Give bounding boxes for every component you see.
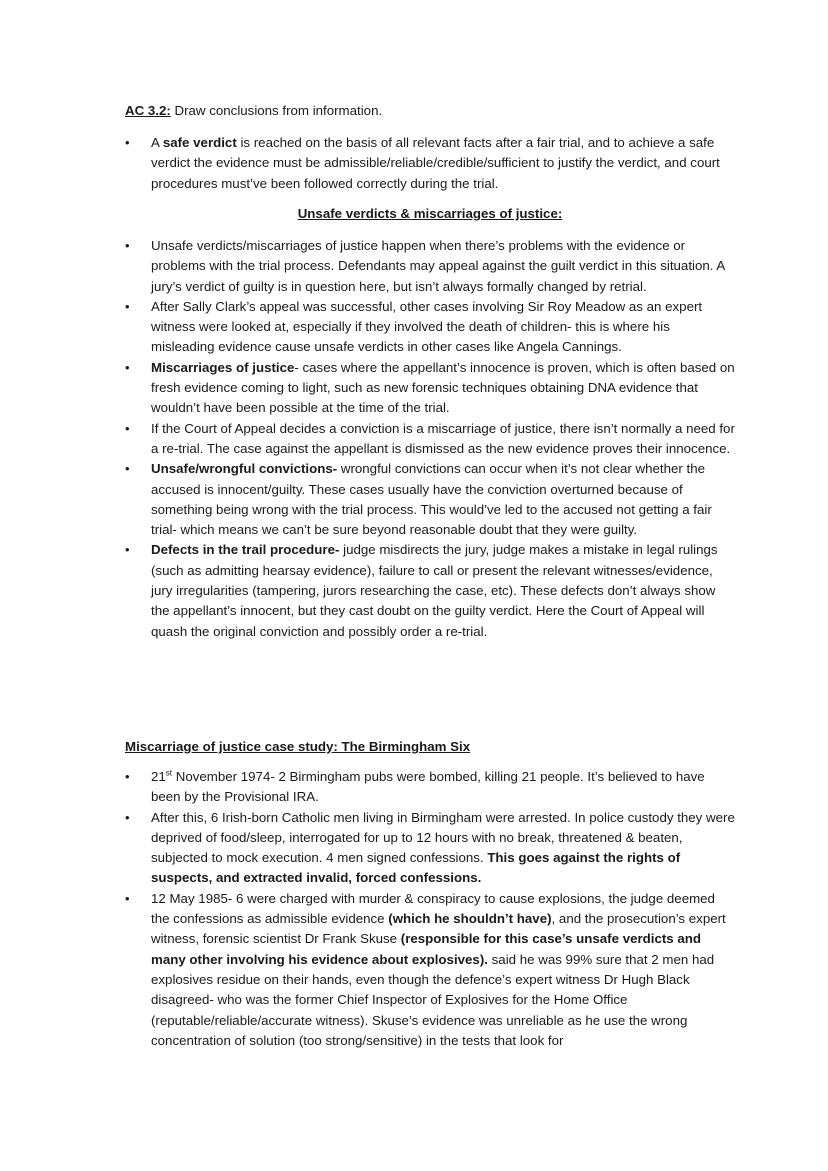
list-item: • If the Court of Appeal decides a conviction is a miscarriage of justice, there isn’t normally a need for a re-trial. The case against the appellant is dismissed as the new evidence proves their innocence.: [125, 420, 735, 456]
bullet-icon: •: [125, 298, 130, 314]
bullet-icon: •: [125, 359, 130, 375]
bullet-icon: •: [125, 238, 130, 253]
list-item: • After this, 6 Irish-born Catholic men living in Birmingham were arrested. In police custody they were deprived of food/sleep, interrogated for up to 12 hours with no break, threatened & beaten, subjected to mock execution. 4 men signed confessions. This goes against the rights of suspects, and extracted invalid, forced confessions.: [125, 809, 735, 886]
birmingham-six-list: [125, 767, 735, 1051]
safe-verdict-list: [125, 133, 735, 194]
list-item: • Unsafe verdicts/miscarriages of justice happen when there’s problems with the evidence or problems with the trial process. Defendants may appeal against the guilt verdict in this situation. A jury’s verdict of guilty is in question here, but isn’t always formally changed by retrial.: [125, 238, 725, 294]
bullet-icon: •: [125, 420, 130, 436]
section-title-unsafe-verdicts: Unsafe verdicts & miscarriages of justice:: [297, 206, 563, 221]
bullet-icon: •: [125, 461, 130, 477]
list-item: • Unsafe/wrongful convictions- wrongful convictions can occur when it’s not clear whether the accused is innocent/guilty. These cases usually have the conviction overturned because of something being wrong with the trial process. This would’ve led to the accused not getting a fair trial- which means we can’t be sure beyond reasonable doubt that they were guilty.: [125, 461, 712, 538]
bullet-icon: •: [125, 769, 130, 784]
unsafe-verdicts-list: [125, 236, 735, 642]
list-item: • A safe verdict is reached on the basis of all relevant facts after a fair trial, and to achieve a safe verdict the evidence must be admissible/reliable/credible/sufficient to justify the verdict, and court procedures must’ve been followed correctly during the trial.: [125, 135, 720, 191]
bullet-icon: •: [125, 542, 130, 558]
list-item: • After Sally Clark’s appeal was successful, other cases involving Sir Roy Meadow as an expert witness were looked at, especially if they involved the death of children- this is where his misleading evidence cause unsafe verdicts in other cases like Angela Cannings.: [125, 298, 703, 355]
list-item: • Defects in the trail procedure- judge misdirects the jury, judge makes a mistake in legal rulings (such as admitting hearsay evidence), failure to call or present the relevant witnesses/evidence, jury irregularities (tampering, jurors researching the case, etc). These defects don’t always show the appellant’s innocent, but they cast doubt on the guilty verdict. Here the Court of Appeal will quash the original conviction and possibly order a re-trial.: [125, 542, 718, 639]
bullet-icon: •: [125, 135, 130, 150]
list-item: • Miscarriages of justice- cases where the appellant’s innocence is proven, which is often based on fresh evidence coming to light, such as new forensic techniques obtaining DNA evidence that wouldn’t have been possible at the time of the trial.: [125, 359, 735, 416]
list-item: • 12 May 1985- 6 were charged with murder & conspiracy to cause explosions, the judge deemed the confessions as admissible evidence (which he shouldn’t have), and the prosecution’s expert witness, forensic scientist Dr Frank Skuse (responsible for this case’s unsafe verdicts and many other involving his evidence about explosives). said he was 99% sure that 2 men had explosives residue on their hands, even though the defence’s expert witness Dr Hugh Black disagreed- who was the former Chief Inspector of Explosives for the Home Office (reputable/reliable/accurate witness). Skuse’s evidence was unreliable as he use the wrong concentration of solution (too strong/sensitive) in the tests that look for: [125, 890, 726, 1048]
heading-code: AC 3.2:: [125, 103, 171, 118]
bullet-icon: •: [125, 809, 130, 825]
section-title-birmingham-six: Miscarriage of justice case study: The Birmingham Six: [125, 739, 471, 754]
bullet-icon: •: [125, 890, 130, 906]
heading: [125, 101, 382, 121]
list-item: • 21st November 1974- 2 Birmingham pubs were bombed, killing 21 people. It’s believed to have been by the Provisional IRA.: [125, 768, 705, 805]
heading-text: Draw conclusions from information.: [170, 103, 383, 118]
